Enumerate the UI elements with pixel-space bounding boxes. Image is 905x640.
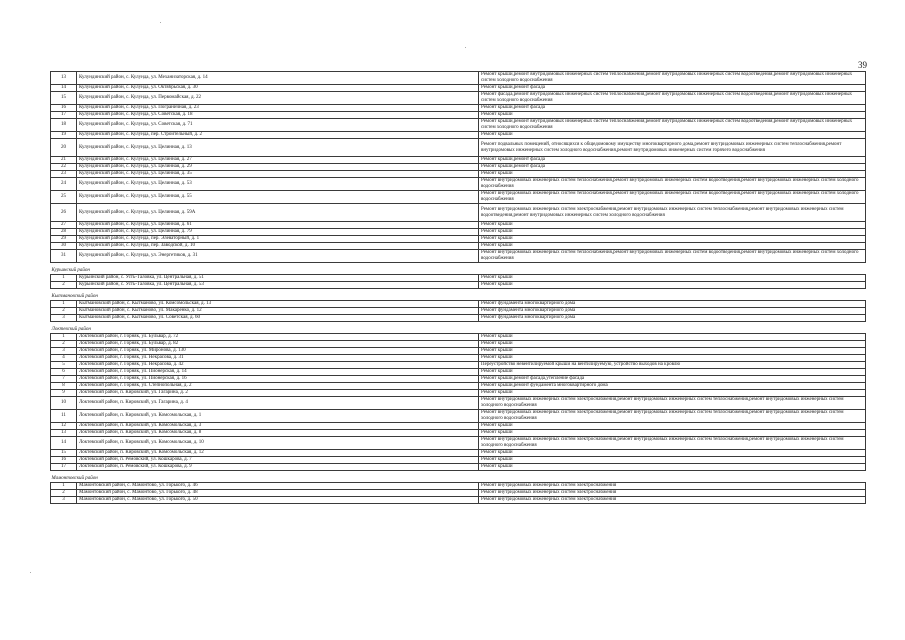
table-row	[51, 390, 866, 397]
row-number: 24	[51, 178, 77, 191]
address-cell: Локтевский район, п. Ремовский, ул. Кошкарова, д. 7	[77, 457, 479, 464]
row-number: 15	[51, 450, 77, 457]
work-cell: Ремонт крыши,ремонт фасада,утепление фасада	[479, 376, 866, 383]
address-cell: Кулундинский район, с. Кулунда, ул. Механизаторская, д. 14	[77, 72, 479, 85]
work-cell: Ремонт крыши	[479, 132, 866, 139]
row-number: 10	[51, 397, 77, 410]
scan-speck	[465, 47, 466, 48]
row-number: 1	[51, 275, 77, 282]
row-number: 4	[51, 355, 77, 362]
row-number: 16	[51, 105, 77, 112]
table-row	[51, 497, 866, 504]
table-row	[51, 430, 866, 437]
address-cell: Локтевский район, г. Горняк, ул. Степнопольная, д. 2	[77, 383, 479, 390]
table-row	[51, 423, 866, 430]
address-cell: Курьинский район, с. Усть-Таловка, ул. Центральная, д. 51	[77, 275, 479, 282]
work-cell: Ремонт крыши	[479, 390, 866, 397]
address-cell: Курьинский район, с. Усть-Таловка, ул. Центральная, д. 53	[77, 282, 479, 289]
table-row	[51, 334, 866, 341]
work-cell: Ремонт внутридомовых инженерных систем электроснабжения	[479, 483, 866, 490]
table-row	[51, 204, 866, 222]
work-cell: Ремонт фундамента многоквартирного дома	[479, 315, 866, 322]
address-cell: Локтевский район, п. Ремовский, ул. Кошкарова, д. 9	[77, 464, 479, 471]
address-cell: Кытмановский район, с. Кытманово, ул. Советская, д. 60	[77, 315, 479, 322]
scan-speck	[160, 22, 161, 23]
table-row	[51, 119, 866, 132]
work-cell: Переустройство невентилируемой крыши на вентилируемую, устройство выходов на кровлю	[479, 362, 866, 369]
table-row	[51, 383, 866, 390]
work-cell: Ремонт внутридомовых инженерных систем теплоснабжения,ремонт внутридомовых инженерных систем водоотведения,ремонт внутридомовых инженерных систем холодного водоснабжения	[479, 250, 866, 263]
row-number: 18	[51, 119, 77, 132]
row-number: 3	[51, 348, 77, 355]
work-cell: Ремонт крыши	[479, 229, 866, 236]
table-row	[51, 105, 866, 112]
address-cell: Кытмановский район, с. Кытманово, ул. Комсомольская, д. 13	[77, 301, 479, 308]
work-cell: Ремонт фундамента многоквартирного дома	[479, 308, 866, 315]
table-row	[51, 464, 866, 471]
table-row	[51, 301, 866, 308]
work-cell: Ремонт крыши	[479, 222, 866, 229]
table-row	[51, 308, 866, 315]
table-row	[51, 450, 866, 457]
address-cell: Кулундинский район, с. Кулунда, ул. Целинная, д. 35	[77, 171, 479, 178]
work-cell: Ремонт крыши	[479, 355, 866, 362]
row-number: 22	[51, 164, 77, 171]
row-number: 14	[51, 85, 77, 92]
row-number: 11	[51, 410, 77, 423]
table-row	[51, 315, 866, 322]
work-cell: Ремонт внутридомовых инженерных систем теплоснабжения,ремонт внутридомовых инженерных систем водоотведения,ремонт внутридомовых инженерных систем холодного водоснабжения	[479, 178, 866, 191]
work-cell: Ремонт крыши,ремонт внутридомовых инженерных систем теплоснабжения,ремонт внутридомовых инженерных систем водоотведения,ремонт внутридомовых инженерных систем холодного водоснабжения	[479, 119, 866, 132]
row-number: 13	[51, 72, 77, 85]
table-row	[51, 222, 866, 229]
table-row	[51, 236, 866, 243]
address-cell: Локтевский район, г. Горняк, ул. Пионерская, д. 16	[77, 376, 479, 383]
work-cell: Ремонт крыши	[479, 450, 866, 457]
table-row	[51, 397, 866, 410]
work-cell: Ремонт внутридомовых инженерных систем теплоснабжения,ремонт внутридомовых инженерных систем водоотведения,ремонт внутридомовых инженерных систем холодного водоснабжения	[479, 191, 866, 204]
address-cell: Локтевский район, г. Горняк, ул. Пионерская, д. 14	[77, 369, 479, 376]
row-number: 15	[51, 92, 77, 105]
address-cell: Кулундинский район, с. Кулунда, ул. Первомайская, д. 22	[77, 92, 479, 105]
row-number: 26	[51, 204, 77, 222]
work-cell: Ремонт внутридомовых инженерных систем электроснабжения	[479, 490, 866, 497]
work-cell: Ремонт крыши	[479, 236, 866, 243]
address-cell: Кулундинский район, с. Кулунда, ул. Энергетиков, д. 31	[77, 250, 479, 263]
row-number: 14	[51, 437, 77, 450]
row-number: 27	[51, 222, 77, 229]
work-cell: Ремонт внутридомовых инженерных систем электроснабжения	[479, 497, 866, 504]
address-cell: Кулундинский район, с. Кулунда, ул. Целинная, д. 53	[77, 178, 479, 191]
section-header	[51, 263, 866, 275]
work-cell: Ремонт крыши	[479, 341, 866, 348]
address-cell: Кулундинский район, с. Кулунда, пер. Заводской, д. 10	[77, 243, 479, 250]
table-row	[51, 132, 866, 139]
address-cell: Кулундинский район, с. Кулунда, ул. Советская, д. 71	[77, 119, 479, 132]
address-cell: Локтевский район, г. Горняк, ул. Бульвар, д. 82	[77, 341, 479, 348]
row-number: 2	[51, 282, 77, 289]
table-row	[51, 243, 866, 250]
row-number: 25	[51, 191, 77, 204]
work-cell: Ремонт крыши	[479, 369, 866, 376]
table-row	[51, 282, 866, 289]
page-number: 39	[858, 60, 867, 70]
table-row	[51, 72, 866, 85]
table-row	[51, 437, 866, 450]
row-number: 28	[51, 229, 77, 236]
work-cell: Ремонт крыши,ремонт фасада	[479, 105, 866, 112]
address-cell: Мамонтовский район, с. Мамонтово, ул. Горького, д. 50	[77, 497, 479, 504]
address-cell: Локтевский район, п. Кировский, ул. Гагарина, д. 4	[77, 397, 479, 410]
row-number: 2	[51, 308, 77, 315]
work-cell: Ремонт крыши	[479, 171, 866, 178]
table-row	[51, 275, 866, 282]
address-cell: Локтевский район, п. Кировский, ул. Комсомольская, д. 8	[77, 430, 479, 437]
row-number: 2	[51, 490, 77, 497]
row-number: 9	[51, 390, 77, 397]
work-cell: Ремонт крыши	[479, 457, 866, 464]
address-cell: Локтевский район, г. Горняк, ул. Некрасова, д. 31	[77, 355, 479, 362]
work-cell: Ремонт крыши,ремонт фасада	[479, 164, 866, 171]
row-number: 20	[51, 139, 77, 157]
table-row	[51, 348, 866, 355]
address-cell: Мамонтовский район, с. Мамонтово, ул. Горького, д. 48	[77, 490, 479, 497]
address-cell: Кулундинский район, с. Кулунда, ул. Октябрьская, д. 30	[77, 85, 479, 92]
scan-speck	[30, 572, 31, 573]
work-cell: Ремонт крыши	[479, 423, 866, 430]
work-cell: Ремонт крыши,ремонт внутридомовых инженерных систем теплоснабжения,ремонт внутридомовых инженерных систем водоотведения,ремонт внутридомовых инженерных систем холодного водоснабжения	[479, 72, 866, 85]
work-cell: Ремонт внутридомовых инженерных систем электроснабжения,ремонт внутридомовых инженерных систем теплоснабжения,ремонт внутридомовых инженерных систем водоотведения,ремонт внутридомовых инженерных систем холодного водоснабжения	[479, 204, 866, 222]
row-number: 16	[51, 457, 77, 464]
row-number: 2	[51, 341, 77, 348]
section-title: Локтевский район	[51, 322, 866, 334]
table-row	[51, 139, 866, 157]
row-number: 6	[51, 369, 77, 376]
section-title: Кытмановский район	[51, 289, 866, 301]
section-title: Курьинский район	[51, 263, 866, 275]
row-number: 13	[51, 430, 77, 437]
section-header	[51, 289, 866, 301]
table-row	[51, 164, 866, 171]
row-number: 3	[51, 497, 77, 504]
row-number: 1	[51, 301, 77, 308]
repair-table	[50, 71, 866, 504]
table-row	[51, 355, 866, 362]
table-row	[51, 171, 866, 178]
table-row	[51, 112, 866, 119]
table-row	[51, 92, 866, 105]
row-number: 23	[51, 171, 77, 178]
address-cell: Локтевский район, п. Кировский, ул. Комсомольская, д. 3	[77, 423, 479, 430]
address-cell: Локтевский район, г. Горняк, ул. Некрасова, д. 42	[77, 362, 479, 369]
section-title: Мамонтовский район	[51, 471, 866, 483]
table-row	[51, 410, 866, 423]
table-row	[51, 250, 866, 263]
address-cell: Кулундинский район, с. Кулунда, ул. Целинная, д. 27	[77, 157, 479, 164]
address-cell: Кулундинский район, с. Кулунда, ул. Целинная, д. 61	[77, 222, 479, 229]
work-cell: Ремонт внутридомовых инженерных систем электроснабжения,ремонт внутридомовых инженерных систем теплоснабжения,ремонт внутридомовых инженерных систем холодного водоснабжения	[479, 437, 866, 450]
table-row	[51, 369, 866, 376]
work-cell: Ремонт внутридомовых инженерных систем электроснабжения,ремонт внутридомовых инженерных систем теплоснабжения,ремонт внутридомовых инженерных систем холодного водоснабжения	[479, 397, 866, 410]
address-cell: Кулундинский район, с. Кулунда, ул. Советская, д. 18	[77, 112, 479, 119]
address-cell: Локтевский район, п. Кировский, ул. Комсомольская, д. 10	[77, 437, 479, 450]
work-cell: Ремонт крыши	[479, 348, 866, 355]
work-cell: Ремонт крыши	[479, 464, 866, 471]
work-cell: Ремонт крыши	[479, 275, 866, 282]
address-cell: Кытмановский район, с. Кытманово, ул. Макаренко, д. 12	[77, 308, 479, 315]
row-number: 1	[51, 483, 77, 490]
work-cell: Ремонт крыши	[479, 334, 866, 341]
address-cell: Локтевский район, г. Горняк, ул. Бульвар, д. 72	[77, 334, 479, 341]
address-cell: Кулундинский район, с. Кулунда, ул. Целинная, д. 29	[77, 164, 479, 171]
address-cell: Кулундинский район, с. Кулунда, ул. Целинная, д. 55	[77, 191, 479, 204]
table-row	[51, 490, 866, 497]
work-cell: Ремонт крыши	[479, 282, 866, 289]
address-cell: Локтевский район, п. Кировский, ул. Гагарина, д. 2	[77, 390, 479, 397]
address-cell: Кулундинский район, с. Кулунда, пер. Элеваторный, д. 1	[77, 236, 479, 243]
address-cell: Мамонтовский район, с. Мамонтово, ул. Горького, д. 46	[77, 483, 479, 490]
work-cell: Ремонт крыши,ремонт фасада	[479, 157, 866, 164]
work-cell: Ремонт крыши	[479, 243, 866, 250]
table-row	[51, 178, 866, 191]
work-cell: Ремонт внутридомовых инженерных систем электроснабжения,ремонт внутридомовых инженерных систем теплоснабжения,ремонт внутридомовых инженерных систем холодного водоснабжения	[479, 410, 866, 423]
row-number: 29	[51, 236, 77, 243]
address-cell: Локтевский район, п. Кировский, ул. Комсомольская, д. 12	[77, 450, 479, 457]
address-cell: Кулундинский район, с. Кулунда, ул. Целинная, д. 59А	[77, 204, 479, 222]
row-number: 12	[51, 423, 77, 430]
row-number: 19	[51, 132, 77, 139]
row-number: 17	[51, 112, 77, 119]
row-number: 17	[51, 464, 77, 471]
section-header	[51, 322, 866, 334]
table-row	[51, 191, 866, 204]
table-row	[51, 483, 866, 490]
address-cell: Кулундинский район, с. Кулунда, ул. Целинная, д. 79	[77, 229, 479, 236]
address-cell: Локтевский район, п. Кировский, ул. Комсомольская, д. 1	[77, 410, 479, 423]
work-cell: Ремонт крыши	[479, 430, 866, 437]
row-number: 30	[51, 243, 77, 250]
row-number: 7	[51, 376, 77, 383]
work-cell: Ремонт фасада,ремонт внутридомовых инженерных систем теплоснабжения,ремонт внутридомовых инженерных систем водоотведения,ремонт внутридомовых инженерных систем холодного водоснабжения	[479, 92, 866, 105]
address-cell: Локтевский район, г. Горняк, ул. Миронова, д. 130	[77, 348, 479, 355]
table-row	[51, 457, 866, 464]
address-cell: Кулундинский район, с. Кулунда, пер. Строительный, д. 2	[77, 132, 479, 139]
table-row	[51, 157, 866, 164]
work-cell: Ремонт крыши,ремонт фасада	[479, 85, 866, 92]
table-row	[51, 376, 866, 383]
table-row	[51, 362, 866, 369]
row-number: 21	[51, 157, 77, 164]
table-row	[51, 341, 866, 348]
work-cell: Ремонт подвальных помещений, относящихся к общедомовому имуществу многоквартирного дома,ремонт внутридомовых инженерных систем теплоснабжения,ремонт внутридомовых инженерных систем холодного водоснабжения,ремонт внутридомовых инженерных систем горячего водоснабжения	[479, 139, 866, 157]
address-cell: Кулундинский район, с. Кулунда, ул. Пограничная, д. 23	[77, 105, 479, 112]
repair-schedule-document	[50, 71, 865, 504]
work-cell: Ремонт фундамента многоквартирного дома	[479, 301, 866, 308]
table-body	[51, 72, 866, 504]
row-number: 5	[51, 362, 77, 369]
table-row	[51, 85, 866, 92]
section-header	[51, 471, 866, 483]
row-number: 8	[51, 383, 77, 390]
row-number: 31	[51, 250, 77, 263]
row-number: 3	[51, 315, 77, 322]
work-cell: Ремонт крыши,ремонт фундамента многоквартирного дома	[479, 383, 866, 390]
table-row	[51, 229, 866, 236]
row-number: 1	[51, 334, 77, 341]
work-cell: Ремонт крыши	[479, 112, 866, 119]
address-cell: Кулундинский район, с. Кулунда, ул. Целинная, д. 13	[77, 139, 479, 157]
